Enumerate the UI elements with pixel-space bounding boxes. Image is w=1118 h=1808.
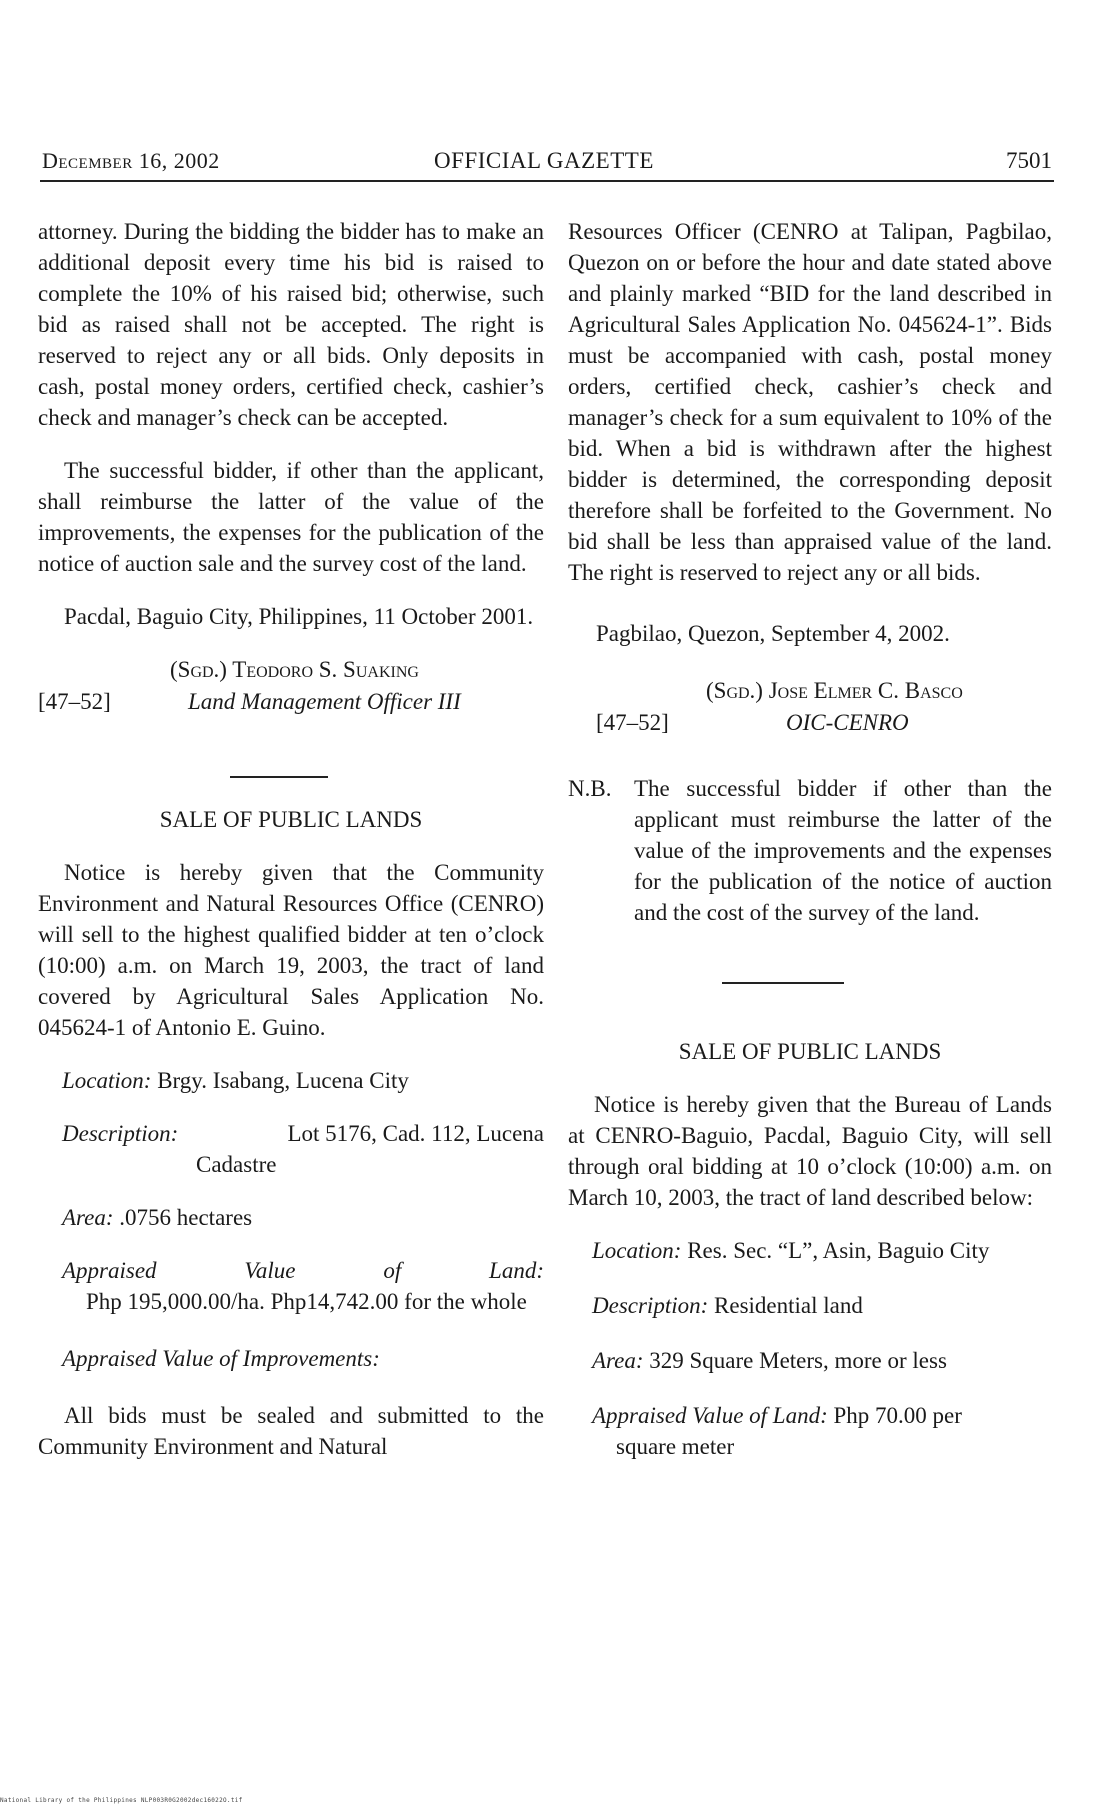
left-notice-paragraph: Notice is hereby given that the Community Environment and Natural Resources Office (CENRO) will sell to the highest qualified bidder at ten o’clock (10:00) a.m. on March 19, 2003, the tract of land covered by Agricultural Sales Application No. 045624-1 of Antonio E. Guino. [38, 860, 544, 1040]
left-value-word: Value [244, 1258, 296, 1283]
left-location-label: Location: [62, 1068, 152, 1093]
right-column [568, 216, 1052, 1462]
left-land-word: Land: [489, 1258, 544, 1283]
left-appraised-land-value: Php 195,000.00/ha. Php14,742.00 for the whole [86, 1289, 527, 1314]
right-signature-block [568, 675, 1052, 739]
left-paragraph-bidding: attorney. During the bidding the bidder has to make an additional deposit every time his bid is raised to complete the 10% of his raised bid; otherwise, such bid as raised shall not be accepted. The right is reserved to reject any or all bids. Only deposits in cash, postal money orders, certified check, cashier’s check and manager’s check can be accepted. [38, 219, 544, 430]
right-area-label: Area: [592, 1348, 644, 1373]
left-signature-block [38, 654, 544, 718]
right-issue-code: [47–52] [596, 710, 669, 735]
right-appraised-land-label: Appraised Value of Land: [592, 1403, 828, 1428]
right-nb-note [568, 773, 1052, 928]
right-appraised-land-value: Php 70.00 per [833, 1403, 962, 1428]
left-appraised-improvements-label: Appraised Value of Improvements: [62, 1346, 380, 1371]
left-appraised-land-label [62, 1255, 544, 1286]
right-section-heading: SALE OF PUBLIC LANDS [678, 1039, 942, 1064]
right-description-label: Description: [592, 1293, 709, 1318]
left-paragraph-reimburse: The successful bidder, if other than the applicant, shall reimburse the latter of the value of the improvements, the expenses for the publication of the notice of auction sale and the survey cost of the land. [38, 458, 544, 576]
right-place-date: Pagbilao, Quezon, September 4, 2002. [596, 621, 950, 646]
left-column [38, 216, 544, 1462]
left-area-item [38, 1202, 544, 1233]
right-signatory-title: OIC-CENRO [786, 710, 909, 735]
right-nb-label: N.B. [568, 776, 612, 801]
left-section-heading: SALE OF PUBLIC LANDS [159, 807, 423, 832]
right-description-value: Residential land [714, 1293, 863, 1318]
left-location-item [38, 1065, 544, 1096]
right-location-value: Res. Sec. “L”, Asin, Baguio City [687, 1238, 990, 1263]
right-location-label: Location: [592, 1238, 682, 1263]
left-description-item [38, 1118, 544, 1180]
right-nb-text: The successful bidder if other than the applicant must reimburse the latter of the value of the improvements and the expenses for the publication of the notice of auction and the cost of the survey of the land. [634, 776, 1052, 925]
left-description-label: Description: [62, 1121, 179, 1146]
right-area-value: 329 Square Meters, more or less [649, 1348, 947, 1373]
left-appraised-word: Appraised [62, 1258, 157, 1283]
left-signatory-title: Land Management Officer III [188, 689, 461, 714]
left-description-continued: Cadastre [196, 1152, 277, 1177]
left-description-value: Lot 5176, Cad. 112, Lucena [287, 1121, 544, 1146]
header-publication-title: OFFICIAL GAZETTE [434, 148, 654, 173]
left-area-label: Area: [62, 1205, 114, 1230]
left-location-value: Brgy. Isabang, Lucena City [157, 1068, 409, 1093]
right-paragraph-bids: Resources Officer (CENRO at Talipan, Pagbilao, Quezon on or before the hour and date stated above and plainly marked “BID for the land described in Agricultural Sales Application No. 045624-1”. Bids must be accompanied with cash, postal money orders, certified check, cashier’s check and manager’s check for a sum equivalent to 10% of the bid. When a bid is withdrawn after the highest bidder is determined, the corresponding deposit therefore shall be forfeited to the Government. No bid shall be less than appraised value of the land. The right is reserved to reject any or all bids. [568, 219, 1052, 585]
right-signatory-name: (Sgd.) Jose Elmer C. Basco [706, 678, 963, 703]
page-header [42, 148, 1052, 182]
left-of-word: of [383, 1258, 402, 1283]
header-page-number: 7501 [1006, 148, 1052, 173]
header-date: December 16, 2002 [42, 148, 220, 173]
right-description-item [568, 1290, 1052, 1321]
right-location-item [568, 1235, 1052, 1266]
left-place-date: Pacdal, Baguio City, Philippines, 11 October 2001. [64, 604, 534, 629]
right-appraised-land-continued: square meter [616, 1434, 735, 1459]
left-issue-code: [47–52] [38, 689, 111, 714]
right-area-item [568, 1345, 1052, 1376]
right-appraised-land-item [568, 1400, 1052, 1462]
left-section-divider [230, 776, 328, 778]
left-appraised-land-item [38, 1255, 544, 1317]
left-area-value: .0756 hectares [119, 1205, 253, 1230]
header-rule [40, 180, 1054, 182]
right-section-divider [722, 982, 844, 984]
left-signatory-name: (Sgd.) Teodoro S. Suaking [170, 657, 419, 682]
left-bids-paragraph: All bids must be sealed and submitted to the Community Environment and Natural [38, 1403, 544, 1459]
scan-source-note: National Library of the Philippines NLP003R0G2002dec16022O.tif [0, 1797, 243, 1804]
right-notice-paragraph: Notice is hereby given that the Bureau of Lands at CENRO-Baguio, Pacdal, Baguio City, will sell through oral bidding at 10 o’clock (10:00) a.m. on March 10, 2003, the tract of land described below: [568, 1092, 1052, 1210]
